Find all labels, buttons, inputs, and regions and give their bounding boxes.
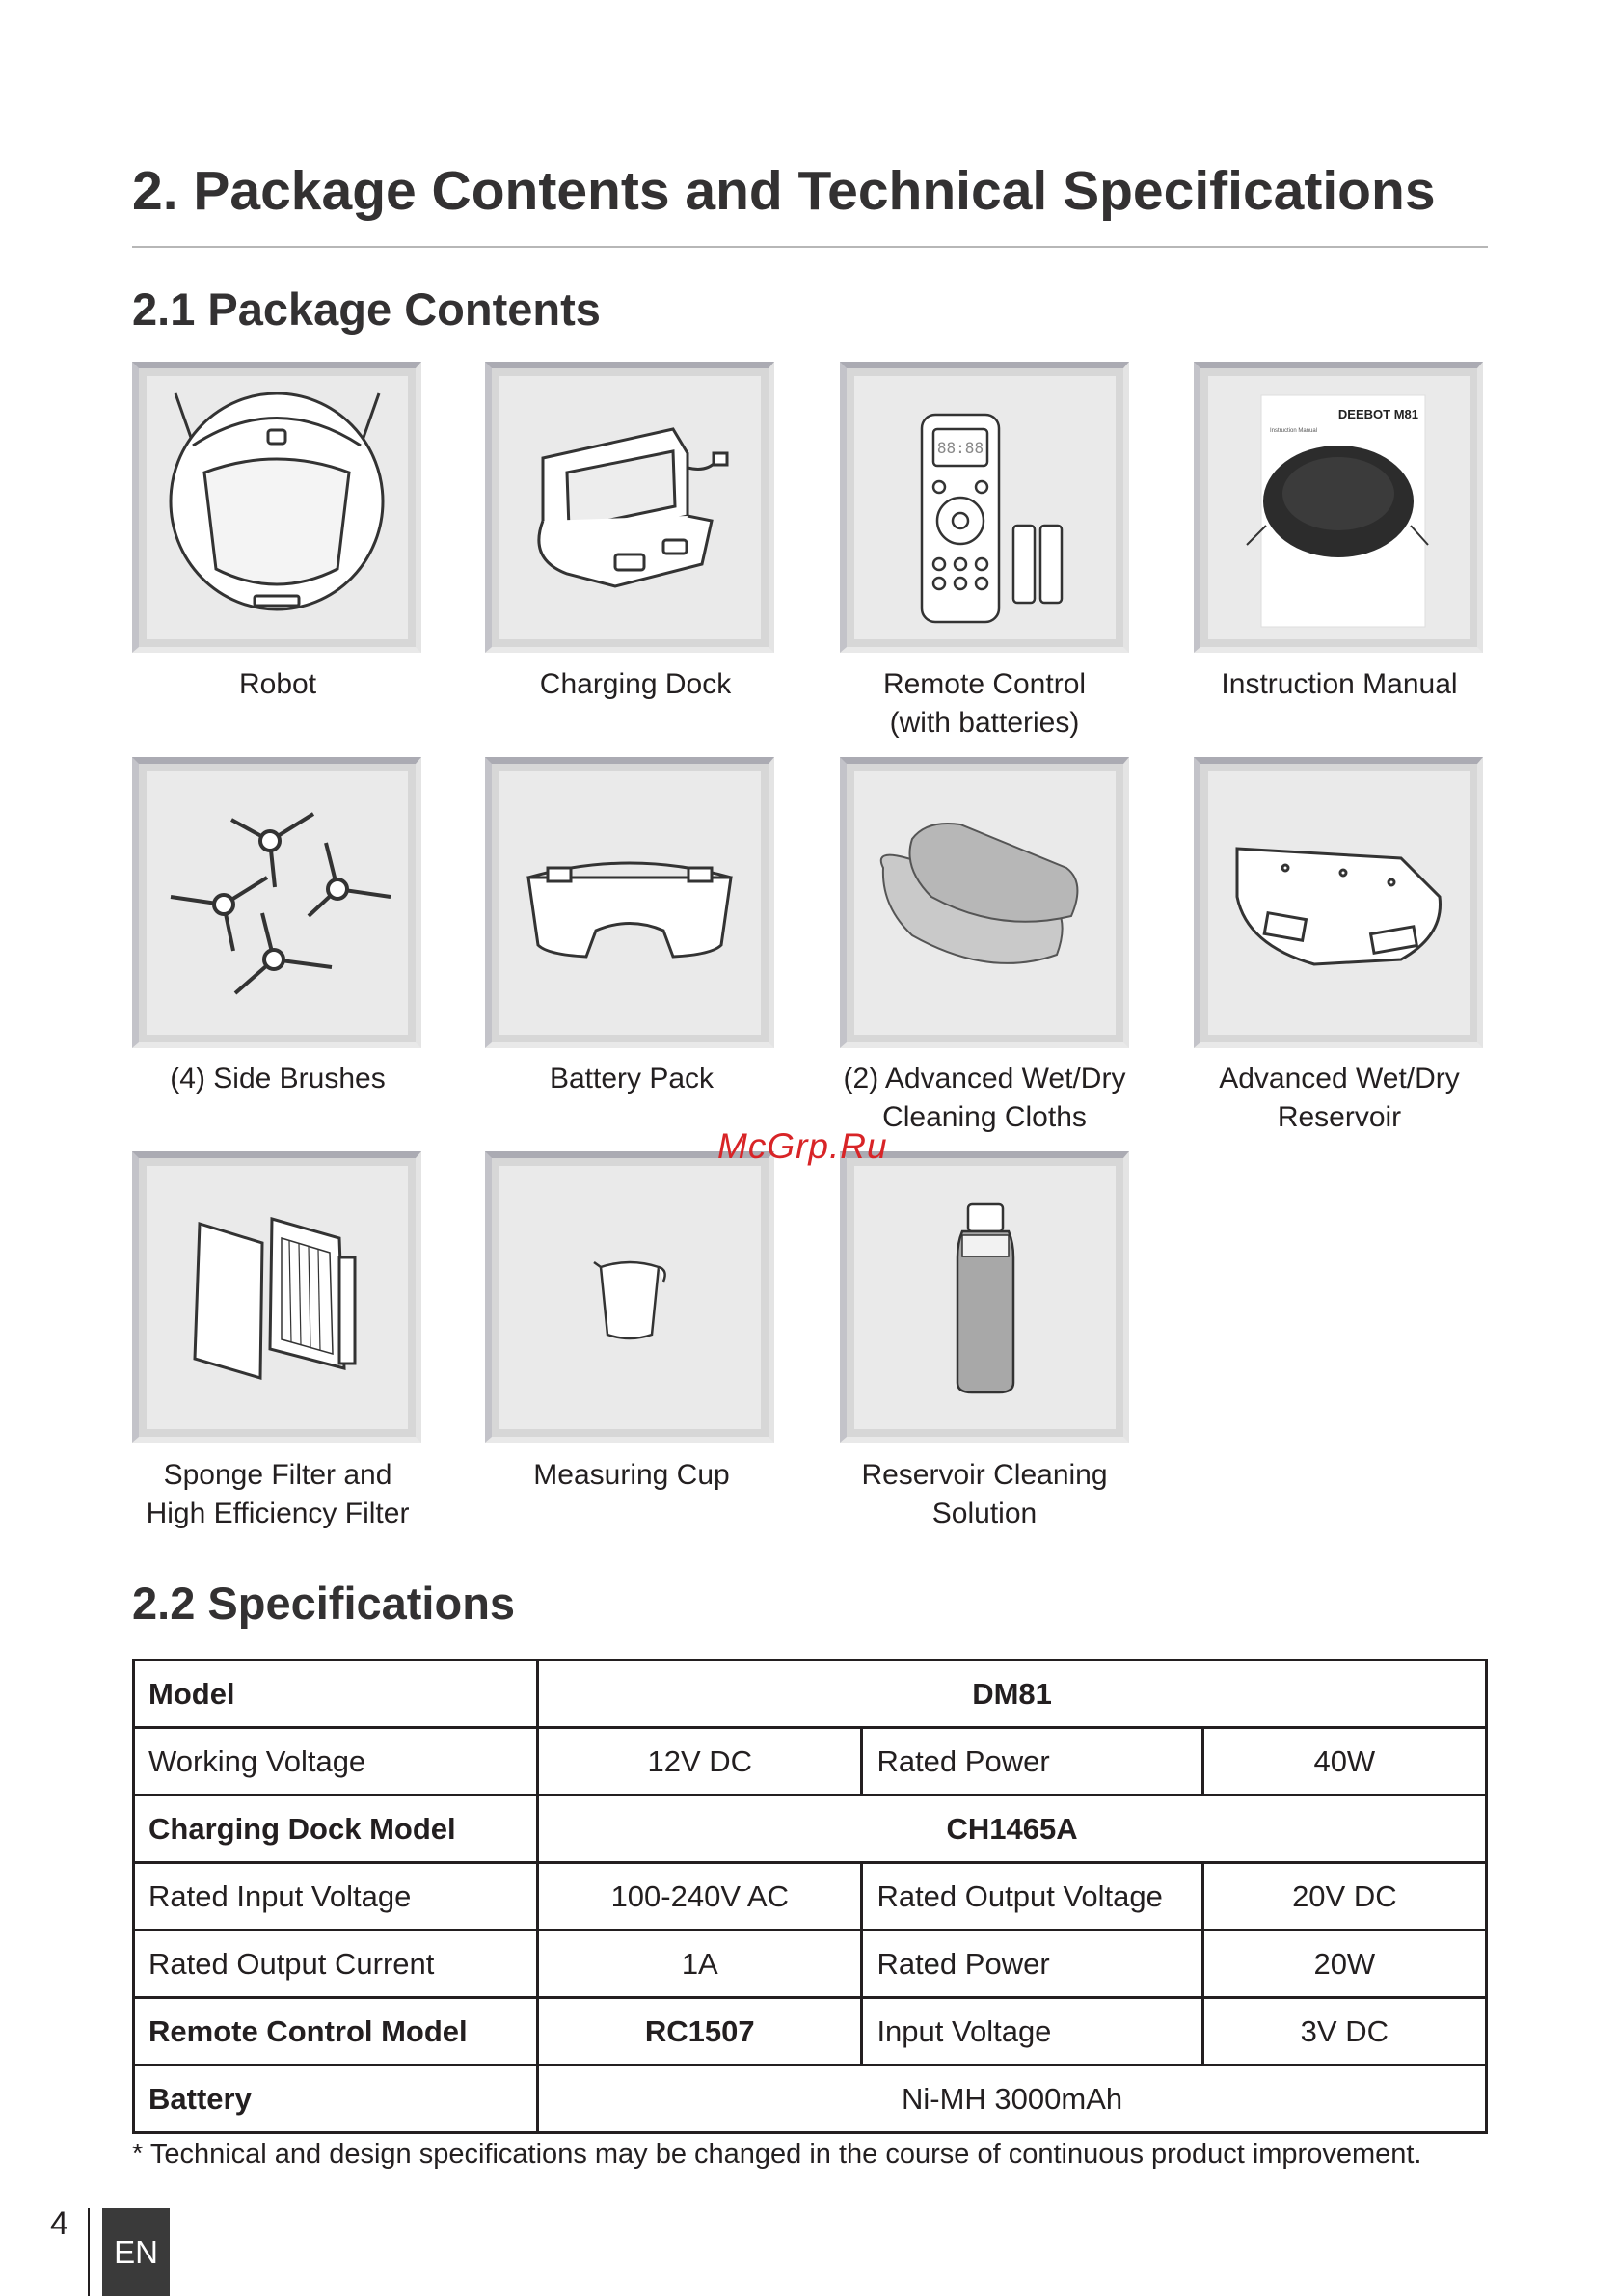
spec-value: CH1465A <box>538 1796 1487 1863</box>
caption-side-brushes: (4) Side Brushes <box>170 1063 386 1094</box>
caption-remote-control: Remote Control <box>882 668 1087 700</box>
footnote: * Technical and design specifications may be changed in the course of continuous product improvement. <box>132 2139 1422 2170</box>
spec-label: Model <box>134 1661 538 1728</box>
robot-icon <box>147 376 408 639</box>
side-brushes-tile <box>132 757 421 1048</box>
filters-tile <box>132 1151 421 1443</box>
table-row <box>134 2066 1487 2133</box>
remote-control-icon <box>854 376 1116 639</box>
remote-control-tile <box>840 362 1129 653</box>
caption-cleaning-cloths: (2) Advanced Wet/Dry <box>843 1063 1126 1094</box>
instruction-manual-icon <box>1208 376 1470 639</box>
page-number-divider <box>88 2208 90 2296</box>
spec-label: Rated Output Current <box>134 1931 538 1998</box>
spec-value: 40W <box>1202 1728 1486 1796</box>
spec-value: 3V DC <box>1202 1998 1486 2066</box>
watermark: McGrp.Ru <box>717 1126 888 1166</box>
remote-display-text: 88:88 <box>936 439 984 457</box>
spec-value: 20V DC <box>1202 1863 1486 1931</box>
spec-label: Rated Input Voltage <box>134 1863 538 1931</box>
measuring-cup-tile <box>485 1151 774 1443</box>
table-row <box>134 1661 1487 1728</box>
section-title-package-contents: 2.1 Package Contents <box>132 284 601 335</box>
cleaning-cloths-icon <box>854 771 1116 1035</box>
table-row <box>134 1998 1487 2066</box>
caption-cleaning-solution-line2: Solution <box>931 1498 1038 1529</box>
manual-subtitle-text: Instruction Manual <box>1270 428 1318 434</box>
measuring-cup-icon <box>499 1166 761 1429</box>
caption-robot: Robot <box>238 668 317 700</box>
reservoir-icon <box>1208 771 1470 1035</box>
spec-label: Rated Power <box>862 1728 1202 1796</box>
caption-battery-pack: Battery Pack <box>549 1063 715 1094</box>
cleaning-solution-icon <box>854 1166 1116 1429</box>
charging-dock-icon <box>499 376 761 639</box>
instruction-manual-tile <box>1194 362 1483 653</box>
table-row <box>134 1931 1487 1998</box>
language-tab: EN <box>102 2208 170 2296</box>
section-title-specifications: 2.2 Specifications <box>132 1578 516 1629</box>
charging-dock-tile <box>485 362 774 653</box>
title-divider <box>132 246 1488 248</box>
specifications-table <box>132 1659 1488 2134</box>
caption-measuring-cup: Measuring Cup <box>533 1459 730 1491</box>
spec-label: Rated Output Voltage <box>862 1863 1202 1931</box>
table-row <box>134 1728 1487 1796</box>
filters-icon <box>147 1166 408 1429</box>
caption-filters: Sponge Filter and <box>163 1459 392 1491</box>
caption-reservoir: Advanced Wet/Dry <box>1219 1063 1460 1094</box>
spec-label: Battery <box>134 2066 538 2133</box>
reservoir-tile <box>1194 757 1483 1048</box>
table-row <box>134 1863 1487 1931</box>
robot-tile <box>132 362 421 653</box>
spec-label: Input Voltage <box>862 1998 1202 2066</box>
cleaning-solution-tile <box>840 1151 1129 1443</box>
caption-instruction-manual: Instruction Manual <box>1221 668 1458 700</box>
spec-value: 1A <box>538 1931 862 1998</box>
side-brushes-icon <box>147 771 408 1035</box>
page-title: 2. Package Contents and Technical Specifications <box>132 160 1436 222</box>
spec-value: 100-240V AC <box>538 1863 862 1931</box>
caption-cleaning-cloths-line2: Cleaning Cloths <box>882 1101 1087 1133</box>
page-number: 4 <box>50 2205 68 2242</box>
manual-brand-text: DEEBOT M81 <box>1337 407 1418 421</box>
spec-value: RC1507 <box>538 1998 862 2066</box>
caption-reservoir-line2: Reservoir <box>1277 1101 1402 1133</box>
spec-value: 12V DC <box>538 1728 862 1796</box>
cleaning-cloths-tile <box>840 757 1129 1048</box>
caption-charging-dock: Charging Dock <box>539 668 732 700</box>
caption-remote-control-line2: (with batteries) <box>889 707 1080 739</box>
spec-value: DM81 <box>538 1661 1487 1728</box>
spec-label: Working Voltage <box>134 1728 538 1796</box>
spec-label: Charging Dock Model <box>134 1796 538 1863</box>
spec-value: 20W <box>1202 1931 1486 1998</box>
battery-pack-tile <box>485 757 774 1048</box>
caption-cleaning-solution: Reservoir Cleaning <box>861 1459 1108 1491</box>
spec-label: Rated Power <box>862 1931 1202 1998</box>
caption-filters-line2: High Efficiency Filter <box>146 1498 410 1529</box>
battery-pack-icon <box>499 771 761 1035</box>
table-row <box>134 1796 1487 1863</box>
spec-label: Remote Control Model <box>134 1998 538 2066</box>
spec-value: Ni-MH 3000mAh <box>538 2066 1487 2133</box>
